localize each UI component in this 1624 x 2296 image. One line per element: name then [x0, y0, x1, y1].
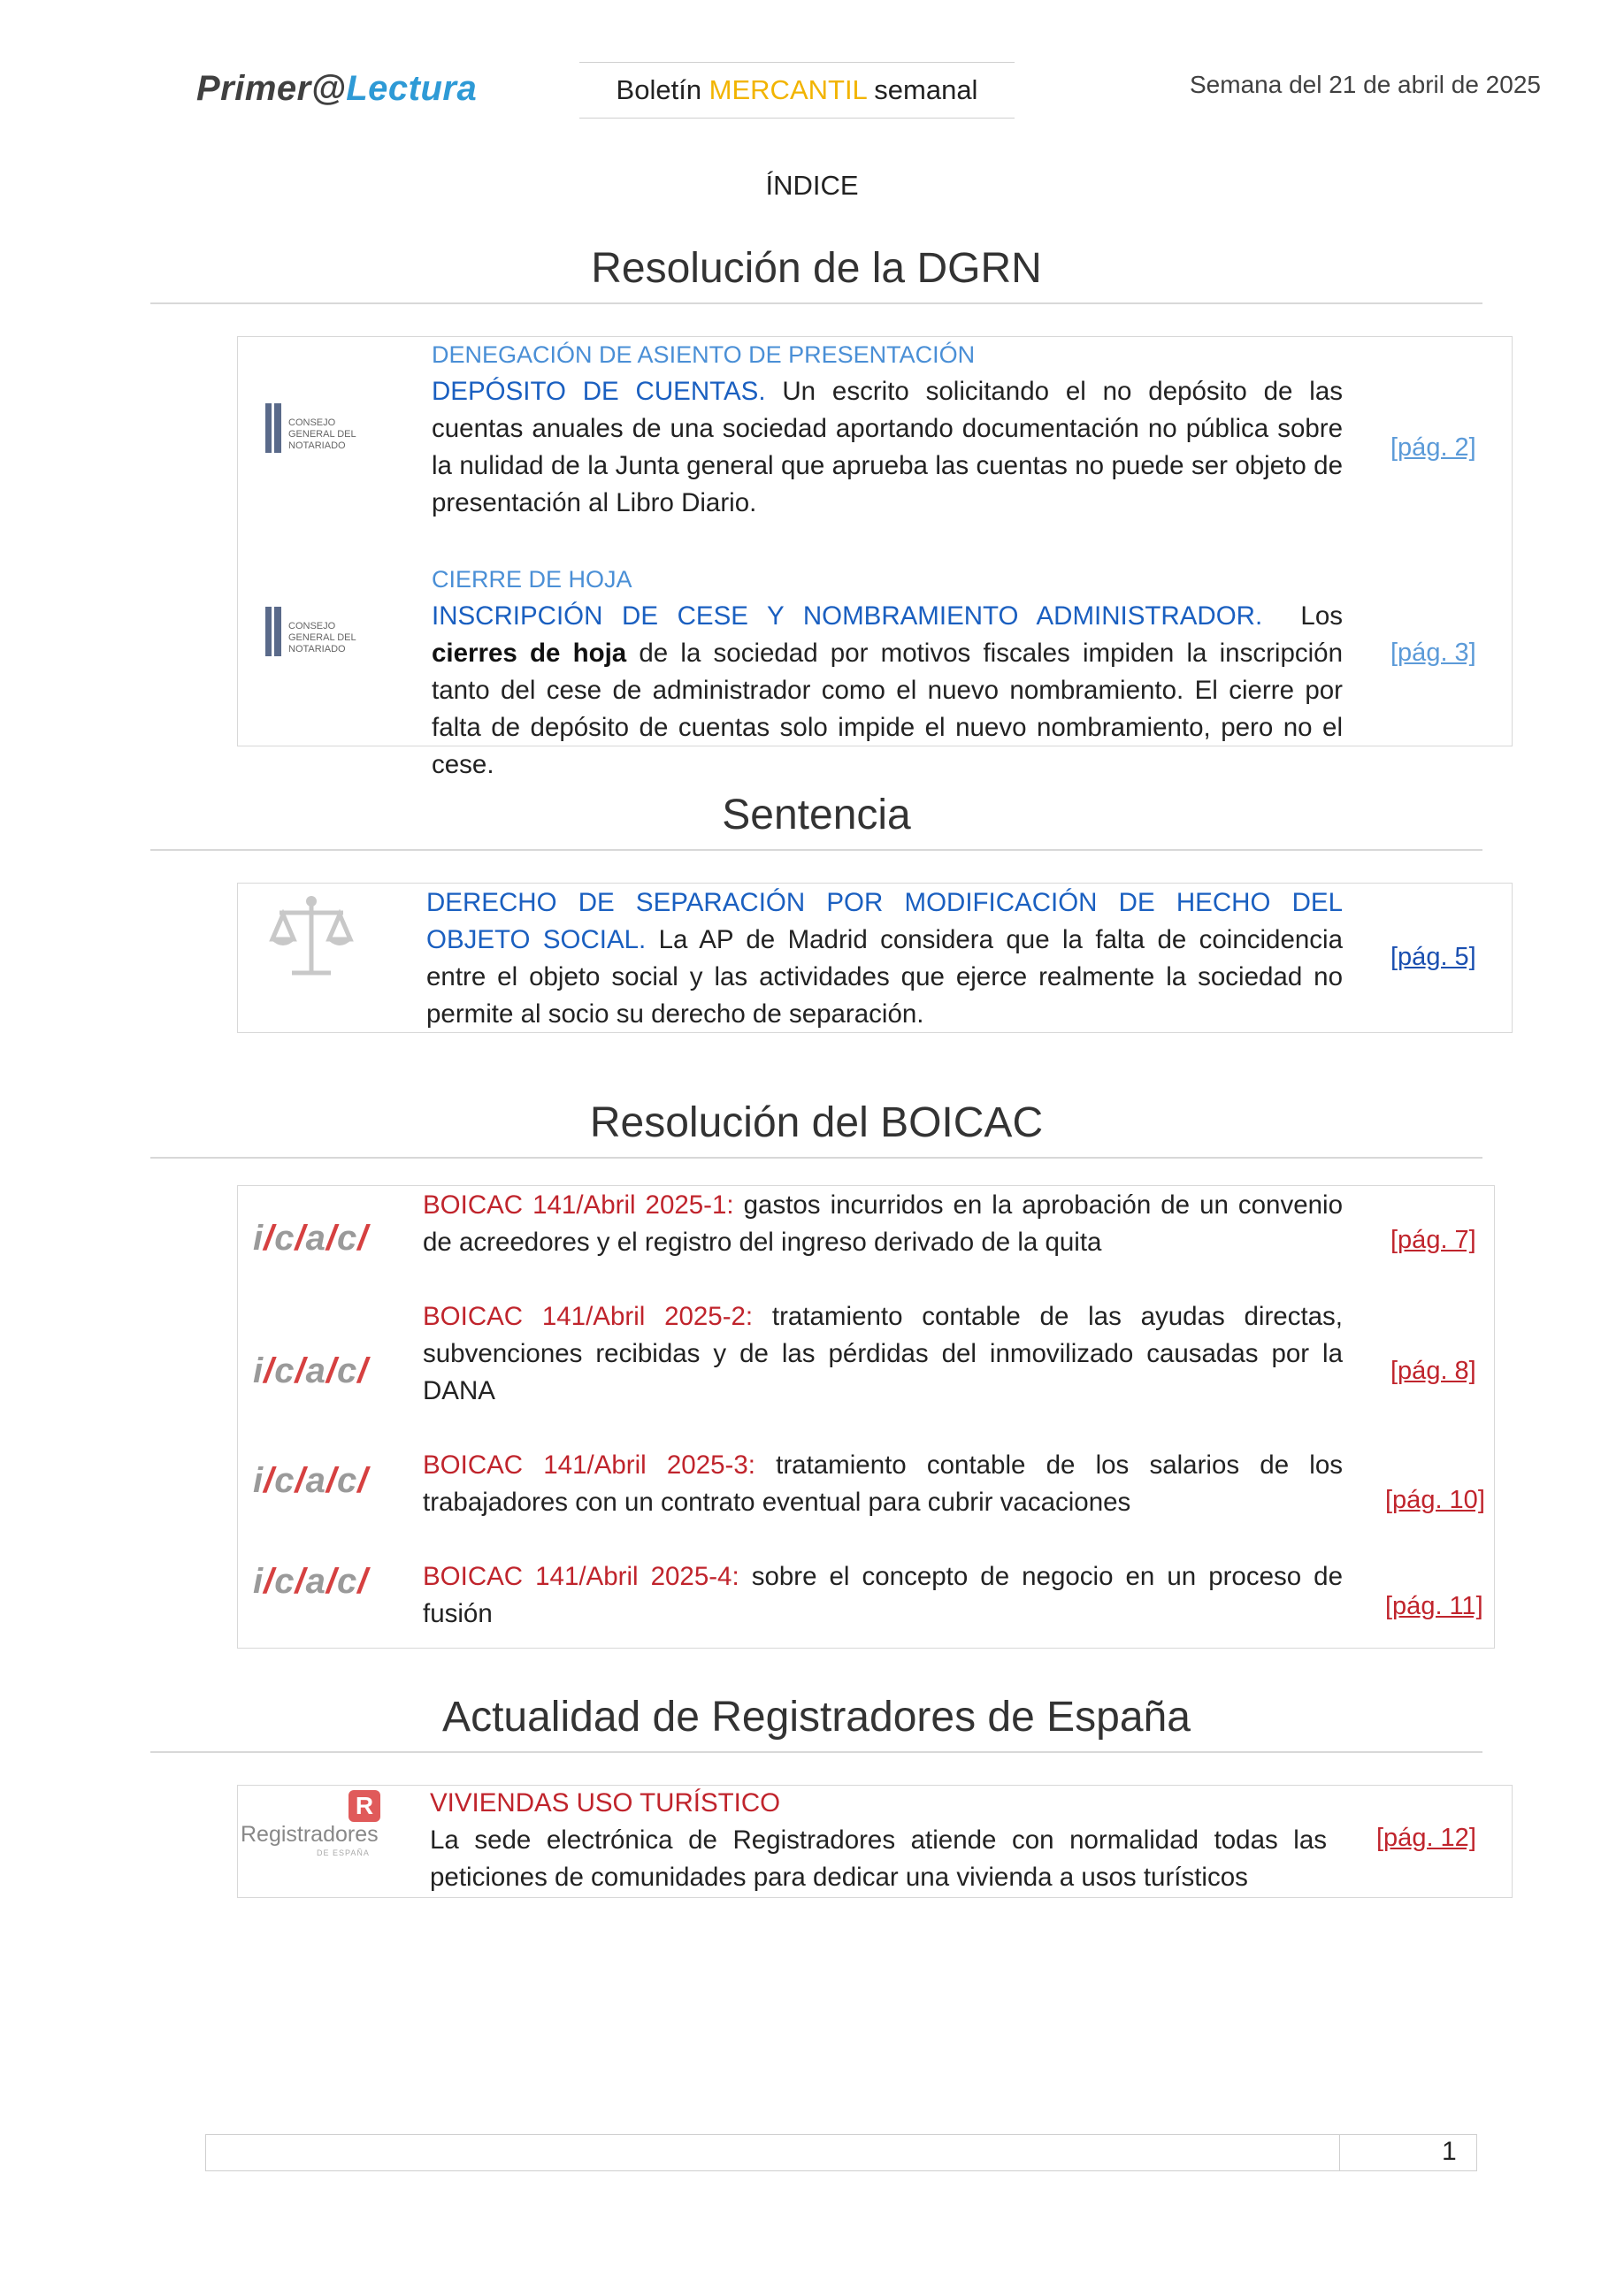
page-link-boicac-2[interactable]: [pág. 8] [1390, 1357, 1476, 1385]
dgrn-entry-1: DENEGACIÓN DE ASIENTO DE PRESENTACIÓN DEPÓSITO DE CUENTAS. Un escrito solicitando el no depósito de las cuentas anuales de una sociedad aportando documentación no pública sobre la nulidad de la Junta general que aprueba las cuentas no puede ser objeto de presentación al Libro Diario. [432, 341, 1344, 517]
page-link-dgrn-1[interactable]: [pág. 2] [1390, 433, 1476, 462]
notario-logo-icon: CONSEJO GENERAL DEL NOTARIADO [262, 379, 359, 476]
dgrn-entry-2: CIERRE DE HOJA INSCRIPCIÓN DE CESE Y NOMBRAMIENTO ADMINISTRADOR. Los cierres de hoja de la sociedad por motivos fiscales impiden la inscripción tanto del cese de administrador como el nuevo nombramiento. El cierre por falta de depósito de cuentas solo impide el nuevo nombramiento, pero no el cese. [432, 566, 1343, 779]
section-divider [150, 302, 1482, 304]
footer-divider [1339, 2134, 1340, 2171]
page-link-boicac-1[interactable]: [pág. 7] [1390, 1226, 1476, 1254]
registradores-logo-icon: R Registradores DE ESPAÑA [241, 1790, 391, 1852]
section-divider [150, 1751, 1482, 1753]
footer-box [205, 2134, 1477, 2171]
icac-logo-icon: i/c/a/c/ [253, 1461, 369, 1500]
index-title: ÍNDICE [765, 170, 859, 201]
section-title-boicac: Resolución del BOICAC [589, 1099, 1044, 1146]
brand-logo: Primer@Lectura [196, 69, 478, 108]
registradores-entry: VIVIENDAS USO TURÍSTICO La sede electrónica de Registradores atiende con normalidad todas las peticiones de comunidades para dedicar una vivienda a usos turísticos [430, 1788, 1327, 1892]
page-link-boicac-4[interactable]: [pág. 11] [1385, 1592, 1483, 1620]
page-link-sentencia[interactable]: [pág. 5] [1390, 943, 1476, 971]
section-title-sentencia: Sentencia [722, 792, 911, 838]
page-number: 1 [1442, 2137, 1457, 2166]
scales-icon [267, 893, 356, 982]
icac-logo-icon: i/c/a/c/ [253, 1562, 369, 1601]
boicac-entry-2: BOICAC 141/Abril 2025-2: tratamiento contable de las ayudas directas, subvenciones recibidas y de las pérdidas del inmovilizado causadas por la DANA [423, 1302, 1343, 1405]
week-date: Semana del 21 de abril de 2025 [1190, 71, 1541, 98]
icac-logo-icon: i/c/a/c/ [253, 1351, 369, 1390]
page-link-registradores[interactable]: [pág. 12] [1376, 1824, 1476, 1852]
section-divider [150, 1157, 1482, 1159]
icac-logo-icon: i/c/a/c/ [253, 1219, 369, 1258]
section-title-dgrn: Resolución de la DGRN [591, 245, 1042, 292]
bulletin-title: Boletín MERCANTIL semanal [579, 62, 1015, 119]
notario-logo-icon: CONSEJO GENERAL DEL NOTARIADO [262, 582, 359, 679]
boicac-entry-3: BOICAC 141/Abril 2025-3: tratamiento contable de los salarios de los trabajadores con un contrato eventual para cubrir vacaciones [423, 1450, 1344, 1517]
page-link-dgrn-2[interactable]: [pág. 3] [1390, 639, 1476, 667]
section-divider [150, 849, 1482, 851]
sentencia-entry: DERECHO DE SEPARACIÓN POR MODIFICACIÓN DE HECHO DEL OBJETO SOCIAL. La AP de Madrid considera que la falta de coincidencia entre el objeto social y las actividades que ejerce realmente la sociedad no permite al socio su derecho de separación. [426, 888, 1343, 1029]
boicac-entry-1: BOICAC 141/Abril 2025-1: gastos incurridos en la aprobación de un convenio de acreedores y el registro del ingreso derivado de la quita [423, 1190, 1343, 1257]
boicac-entry-4: BOICAC 141/Abril 2025-4: sobre el concepto de negocio en un proceso de fusión [423, 1562, 1343, 1628]
section-title-registradores: Actualidad de Registradores de España [442, 1694, 1191, 1741]
page-link-boicac-3[interactable]: [pág. 10] [1385, 1486, 1485, 1514]
